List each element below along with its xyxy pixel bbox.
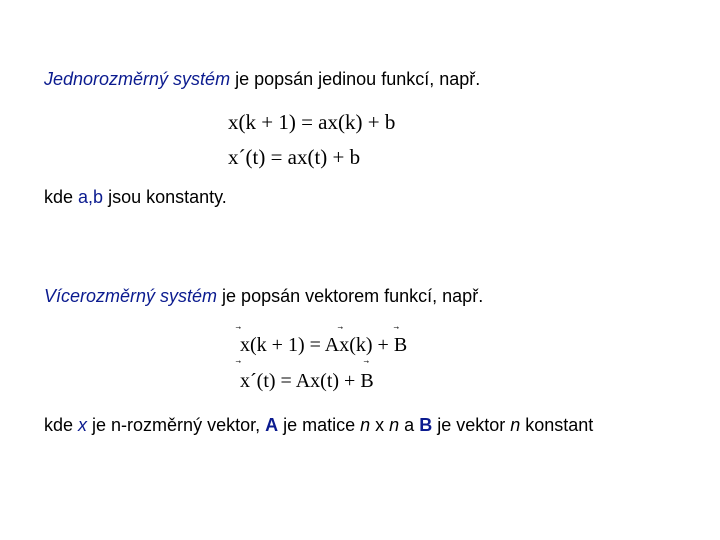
- scalar-system-term: Jednorozměrný systém: [44, 69, 231, 89]
- vector-definitions-note: [44, 414, 593, 436]
- note-part: a: [399, 415, 420, 435]
- vector-system-term: Vícerozměrný systém: [44, 286, 218, 306]
- vector-system-intro: [44, 285, 483, 307]
- note-part: x: [370, 415, 390, 435]
- note-n: n: [360, 415, 371, 435]
- note-matrix-a: A: [265, 415, 279, 435]
- note-part: je vektor: [432, 415, 511, 435]
- scalar-constants-note: [44, 186, 227, 208]
- note-n: n: [389, 415, 400, 435]
- note-prefix: kde: [44, 187, 79, 207]
- scalar-system-intro: [44, 68, 480, 90]
- vector-system-description: je popsán vektorem funkcí, např.: [217, 286, 484, 306]
- note-part: konstant: [520, 415, 594, 435]
- note-part: kde: [44, 415, 79, 435]
- note-n: n: [510, 415, 521, 435]
- scalar-continuous-equation: x´(t) = ax(t) + b: [228, 145, 361, 169]
- note-vector-b: B: [419, 415, 433, 435]
- vector-discrete-equation: x(k + 1) = Ax(k) + B: [240, 334, 408, 356]
- vector-continuous-equation: x´(t) = Ax(t) + B: [240, 370, 374, 392]
- note-vector-x: x: [78, 415, 88, 435]
- note-part: je matice: [278, 415, 361, 435]
- note-part: je n-rozměrný vektor,: [87, 415, 266, 435]
- scalar-discrete-equation: x(k + 1) = ax(k) + b: [228, 110, 396, 134]
- scalar-system-description: je popsán jedinou funkcí, např.: [230, 69, 481, 89]
- note-suffix: jsou konstanty.: [103, 187, 227, 207]
- note-constants: a,b: [78, 187, 104, 207]
